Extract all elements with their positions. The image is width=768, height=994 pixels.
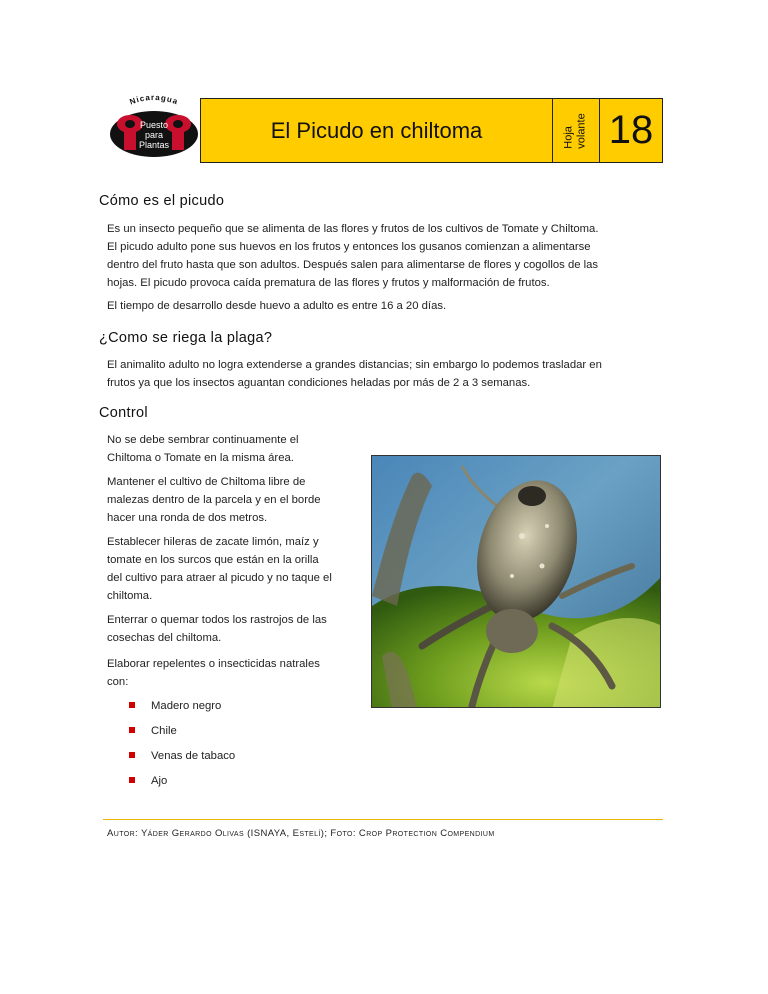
logo-line1: Puesto xyxy=(139,120,169,130)
control-paragraph-1 xyxy=(107,431,299,467)
como-es-paragraph xyxy=(107,220,598,292)
text-line: chiltoma. xyxy=(107,590,153,602)
section-heading-control: Control xyxy=(99,405,148,421)
text-line: El animalito adulto no logra extenderse a grandes distancias; sin embargo lo podemos trasladar en xyxy=(107,359,602,371)
control-paragraph-4 xyxy=(107,611,327,647)
logo-country-text: Nicaragua xyxy=(128,92,180,107)
text-line: malezas dentro de la parcela y en el borde xyxy=(107,494,321,506)
hoja-label-line1: Hoja xyxy=(562,125,575,149)
puesto-para-plantas-logo xyxy=(106,92,202,162)
section-heading-riega: ¿Como se riega la plaga? xyxy=(99,330,273,346)
bullet-square-icon xyxy=(129,727,135,733)
control-paragraph-2 xyxy=(107,473,321,527)
text-line: cosechas del chiltoma. xyxy=(107,632,222,644)
text-line: hacer una ronda de dos metros. xyxy=(107,512,268,524)
text-line: del cultivo para atraer al picudo y no taque el xyxy=(107,572,332,584)
development-time-paragraph: El tiempo de desarrollo desde huevo a adulto es entre 16 a 20 días. xyxy=(107,300,447,312)
hoja-volante-label xyxy=(553,99,599,162)
footer-credits: Autor: Yáder Gerardo Olivas (ISNAYA, Estelí); Foto: Crop Protection Compendium xyxy=(107,828,495,839)
riega-paragraph xyxy=(107,356,602,392)
control-paragraph-3 xyxy=(107,533,332,605)
list-item-label: Ajo xyxy=(151,775,168,787)
text-line: Enterrar o quemar todos los rastrojos de las xyxy=(107,614,327,626)
logo-line2: para xyxy=(144,130,164,140)
text-line: tomate en los surcos que están en la orilla xyxy=(107,554,319,566)
page-title: El Picudo en chiltoma xyxy=(270,117,483,143)
list-item-label: Madero negro xyxy=(151,700,222,712)
text-line: frutos ya que los insectos aguantan condiciones heladas por más de 2 a 3 semanas. xyxy=(107,377,531,389)
sheet-number: 18 xyxy=(608,108,654,152)
logo-line3: Plantas xyxy=(138,140,170,150)
text-line: El picudo adulto pone sus huevos en los frutos y entonces los gusanos comienzan a alimentarse xyxy=(107,241,591,253)
title-banner xyxy=(200,98,663,163)
text-line: dentro del fruto hasta que son adultos. Después salen para alimentarse de flores y cogollos de las xyxy=(107,259,599,271)
weevil-photo xyxy=(371,455,661,708)
list-item-label: Venas de tabaco xyxy=(151,750,236,762)
list-item-label: Chile xyxy=(151,725,177,737)
control-paragraph-5 xyxy=(107,655,320,691)
text-line: Establecer hileras de zacate limón, maíz y xyxy=(107,536,319,548)
section-heading-como-es: Cómo es el picudo xyxy=(99,193,225,209)
bullet-square-icon xyxy=(129,752,135,758)
svg-text:Nicaragua xyxy=(128,93,179,107)
text-line: hojas. El picudo provoca caída prematura de las flores y frutos y malformación de frutos. xyxy=(107,277,550,289)
text-line: Elaborar repelentes o insecticidas natrales xyxy=(107,658,320,670)
footer-rule xyxy=(103,819,663,820)
hoja-label-line2: volante xyxy=(575,112,588,149)
text-line: Mantener el cultivo de Chiltoma libre de xyxy=(107,476,306,488)
text-line: No se debe sembrar continuamente el xyxy=(107,434,299,446)
bullet-square-icon xyxy=(129,702,135,708)
text-line: Chiltoma o Tomate en la misma área. xyxy=(107,452,294,464)
text-line: Es un insecto pequeño que se alimenta de las flores y frutos de los cultivos de Tomate y Chiltoma. xyxy=(107,223,599,235)
bullet-square-icon xyxy=(129,777,135,783)
text-line: con: xyxy=(107,676,129,688)
